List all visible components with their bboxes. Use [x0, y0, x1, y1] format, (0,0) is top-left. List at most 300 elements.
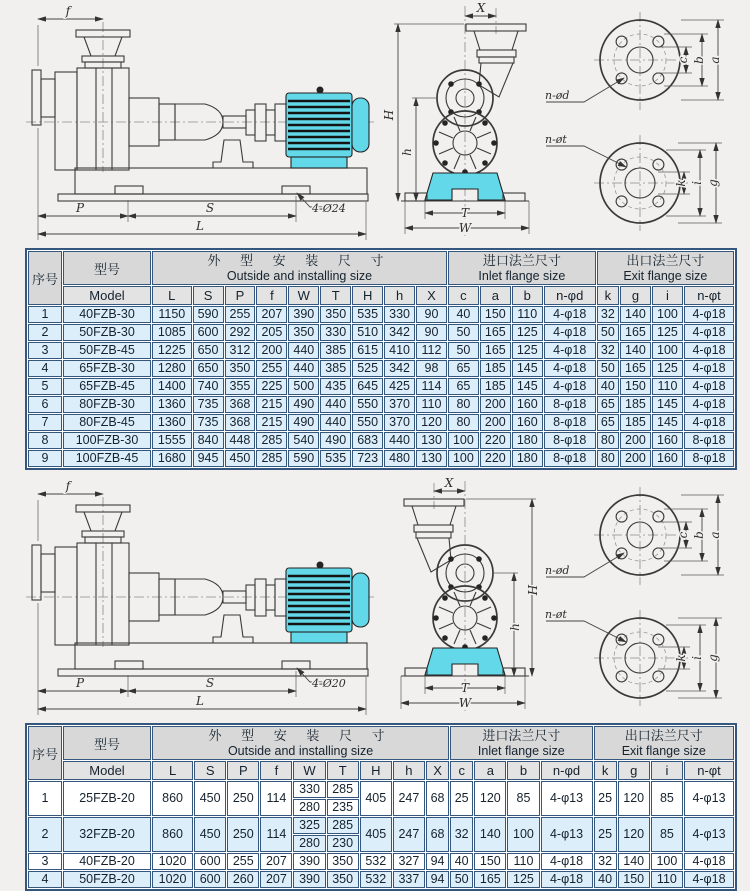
col-header-model-en: Model	[63, 761, 151, 780]
dim-label-a: a	[708, 56, 722, 64]
table-cell: 490	[320, 432, 351, 449]
table-cell: 8-φ18	[544, 450, 596, 467]
table-cell: 337	[393, 871, 425, 888]
table-cell: 65FZB-30	[63, 360, 151, 377]
table-cell: 85	[651, 817, 683, 852]
table-cell: 207	[256, 306, 287, 323]
dim-label-s: S	[205, 201, 215, 215]
table-cell: 205	[256, 324, 287, 341]
table-cell: 80FZB-30	[63, 396, 151, 413]
table-cell: 32	[450, 817, 473, 852]
table-cell: 110	[507, 853, 539, 870]
table-cell: 440	[288, 342, 319, 359]
table-cell: 220	[480, 450, 511, 467]
dim-label-c: c	[676, 56, 690, 64]
table-cell: 5	[28, 378, 62, 395]
table-cell: 25	[594, 817, 617, 852]
table-cell: 110	[416, 396, 447, 413]
table-cell: 200	[480, 414, 511, 431]
table-cell: 600	[193, 324, 224, 341]
table-cell: 140	[620, 306, 651, 323]
col-header-g: g	[620, 286, 651, 305]
group-header-exit	[594, 726, 734, 760]
table-cell: 40	[597, 378, 619, 395]
table-cell: 80	[448, 414, 479, 431]
table-cell: 285	[256, 432, 287, 449]
table-cell: 165	[620, 360, 651, 377]
table-cell: 25	[450, 781, 473, 816]
dim-label-h: h	[508, 623, 522, 631]
dim-label-H: H	[526, 584, 540, 596]
dim-label-b: b	[692, 56, 706, 64]
group-header-exit-zh: 出口法兰尺寸	[624, 728, 703, 743]
table-cell: 160	[652, 432, 683, 449]
table-cell: 114	[260, 781, 292, 816]
table-cell: 90	[416, 306, 447, 323]
table-cell: 550	[352, 414, 383, 431]
table-cell: 4-φ18	[544, 342, 596, 359]
table-cell: 385	[320, 342, 351, 359]
col-header-i: i	[652, 286, 683, 305]
table-cell: 8-φ18	[544, 396, 596, 413]
col-header-S: S	[193, 286, 224, 305]
table-cell: 32FZB-20	[63, 817, 151, 852]
table-cell: 1150	[152, 306, 192, 323]
dim-label-t: T	[460, 206, 470, 220]
table-row	[28, 396, 734, 413]
table-cell: 160	[512, 396, 543, 413]
table-cell: 550	[352, 396, 383, 413]
table-cell: 100	[652, 306, 683, 323]
table-cell: 8-φ18	[544, 432, 596, 449]
dim-label-w: W	[458, 221, 472, 235]
col-header-n-φd: n-φd	[541, 761, 593, 780]
col-header-h: h	[393, 761, 425, 780]
table-cell: 350	[288, 324, 319, 341]
table-cell: 65	[597, 414, 619, 431]
table-cell: 150	[474, 853, 506, 870]
table-cell: 200	[256, 342, 287, 359]
table-cell: 165	[620, 324, 651, 341]
table-cell: 683	[352, 432, 383, 449]
col-header-H: H	[360, 761, 392, 780]
dim-label-p: P	[75, 676, 85, 690]
table-cell: 355	[225, 378, 256, 395]
bolt-count-label-nt: n-øt	[545, 608, 567, 621]
table-cell: 330	[320, 324, 351, 341]
col-header-c: c	[450, 761, 473, 780]
table-cell: 510	[352, 324, 383, 341]
table-cell: 4-φ18	[544, 324, 596, 341]
table-cell: 40	[448, 306, 479, 323]
group-header-inlet-zh: 进口法兰尺寸	[482, 728, 561, 743]
table-row	[28, 432, 734, 449]
table-cell: 90	[416, 324, 447, 341]
bolt-count-label-nd: n-ød	[545, 89, 570, 102]
table-cell: 94	[426, 871, 449, 888]
table-cell: 425	[384, 378, 415, 395]
table-cell: 40	[594, 871, 617, 888]
table-cell: 4-φ18	[684, 414, 734, 431]
table-cell: 435	[320, 378, 351, 395]
col-header-n-φt: n-φt	[684, 761, 734, 780]
table-cell: 150	[618, 871, 650, 888]
dim-label-w: W	[458, 696, 472, 710]
table-cell: 535	[352, 306, 383, 323]
table-cell: 4-φ18	[544, 378, 596, 395]
table-cell: 50	[448, 324, 479, 341]
table-cell: 840	[193, 432, 224, 449]
table-row	[28, 378, 734, 395]
table-cell: 4-φ18	[684, 306, 734, 323]
dim-label-g: g	[706, 179, 720, 187]
table-row	[28, 781, 734, 798]
table-cell: 8-φ18	[684, 432, 734, 449]
table-cell: 125	[652, 324, 683, 341]
table-cell: 390	[293, 853, 325, 870]
col-header-k: k	[597, 286, 619, 305]
table-cell: 250	[227, 781, 259, 816]
table-cell: 405	[360, 817, 392, 852]
col-header-P: P	[225, 286, 256, 305]
table-cell: 4-φ13	[684, 817, 734, 852]
col-header-k: k	[594, 761, 617, 780]
table-cell: 368	[225, 414, 256, 431]
bolt-hole-label: 4-Ø24	[312, 202, 346, 215]
table-cell: 285	[327, 781, 359, 798]
table-cell: 180	[512, 432, 543, 449]
table-cell: 330	[384, 306, 415, 323]
dim-label-x: X	[444, 476, 454, 490]
table-body	[28, 306, 734, 467]
table-cell: 450	[194, 781, 226, 816]
col-header-a: a	[474, 761, 506, 780]
table-cell: 165	[480, 342, 511, 359]
table-cell: 1680	[152, 450, 192, 467]
spec-table-1	[25, 248, 737, 470]
table-cell: 390	[288, 306, 319, 323]
col-header-f: f	[260, 761, 292, 780]
col-header-model-zh: 型号	[63, 726, 151, 760]
table-cell: 85	[507, 781, 539, 816]
spec-table-2-wrapper	[25, 723, 737, 891]
table-cell: 4-φ18	[684, 871, 734, 888]
dim-label-a: a	[708, 531, 722, 539]
table-cell: 285	[327, 817, 359, 834]
table-cell: 130	[416, 432, 447, 449]
table-cell: 100FZB-30	[63, 432, 151, 449]
table-cell: 1	[28, 306, 62, 323]
pump-drawing-1	[0, 0, 750, 246]
table-cell: 532	[360, 871, 392, 888]
group-header-outside-zh: 外 型 安 装 尺 寸	[208, 728, 393, 743]
table-cell: 150	[480, 306, 511, 323]
group-header-outside-en: Outside and installing size	[226, 269, 373, 283]
table-cell: 32	[594, 853, 617, 870]
group-header-outside	[152, 251, 447, 285]
table-head	[28, 726, 734, 780]
table-cell: 448	[225, 432, 256, 449]
table-cell: 650	[193, 342, 224, 359]
spec-table-2	[25, 723, 737, 891]
table-cell: 342	[384, 360, 415, 377]
table-cell: 65FZB-45	[63, 378, 151, 395]
table-row	[28, 414, 734, 431]
bolt-count-label-nd: n-ød	[545, 564, 570, 577]
table-cell: 285	[256, 450, 287, 467]
table-row	[28, 853, 734, 870]
table-cell: 1280	[152, 360, 192, 377]
group-header-outside	[152, 726, 449, 760]
table-cell: 100FZB-45	[63, 450, 151, 467]
dim-label-b: b	[692, 531, 706, 539]
table-cell: 600	[194, 871, 226, 888]
col-header-W: W	[293, 761, 325, 780]
col-header-h: h	[384, 286, 415, 305]
table-cell: 98	[416, 360, 447, 377]
table-cell: 7	[28, 414, 62, 431]
table-cell: 292	[225, 324, 256, 341]
table-cell: 600	[194, 853, 226, 870]
dim-label-l: L	[196, 219, 204, 233]
table-cell: 230	[327, 835, 359, 852]
table-cell: 4-φ13	[541, 817, 593, 852]
table-cell: 525	[352, 360, 383, 377]
table-cell: 255	[256, 360, 287, 377]
table-cell: 280	[293, 799, 325, 816]
table-cell: 65	[448, 360, 479, 377]
table-cell: 145	[652, 396, 683, 413]
table-cell: 1555	[152, 432, 192, 449]
col-header-S: S	[194, 761, 226, 780]
table-body	[28, 781, 734, 888]
table-cell: 350	[327, 871, 359, 888]
table-row	[28, 324, 734, 341]
table-cell: 185	[620, 414, 651, 431]
dim-label-g: g	[706, 654, 720, 662]
table-cell: 247	[393, 817, 425, 852]
table-cell: 110	[652, 378, 683, 395]
table-cell: 94	[426, 853, 449, 870]
table-cell: 110	[651, 871, 683, 888]
table-cell: 532	[360, 853, 392, 870]
table-cell: 185	[620, 396, 651, 413]
table-cell: 25FZB-20	[63, 781, 151, 816]
table-cell: 280	[293, 835, 325, 852]
table-cell: 4-φ13	[684, 781, 734, 816]
table-cell: 4-φ18	[541, 853, 593, 870]
table-cell: 1360	[152, 414, 192, 431]
col-header-c: c	[448, 286, 479, 305]
table-cell: 740	[193, 378, 224, 395]
table-cell: 160	[652, 450, 683, 467]
table-cell: 1085	[152, 324, 192, 341]
table-cell: 590	[288, 450, 319, 467]
group-header-inlet-zh: 进口法兰尺寸	[482, 253, 561, 268]
table-cell: 4-φ18	[684, 342, 734, 359]
table-cell: 160	[512, 414, 543, 431]
table-row	[28, 360, 734, 377]
table-cell: 32	[597, 342, 619, 359]
table-cell: 4-φ18	[544, 360, 596, 377]
group-header-inlet-en: Inlet flange size	[477, 744, 565, 758]
group-header-outside-en: Outside and installing size	[227, 744, 374, 758]
table-cell: 350	[225, 360, 256, 377]
dim-label-H: H	[382, 109, 396, 121]
table-cell: 140	[620, 342, 651, 359]
table-cell: 2	[28, 817, 62, 852]
table-cell: 40FZB-30	[63, 306, 151, 323]
col-header-W: W	[288, 286, 319, 305]
table-cell: 80	[448, 396, 479, 413]
table-cell: 4	[28, 871, 62, 888]
table-cell: 1400	[152, 378, 192, 395]
group-header-exit-zh: 出口法兰尺寸	[626, 253, 705, 268]
table-cell: 165	[474, 871, 506, 888]
table-cell: 112	[416, 342, 447, 359]
table-cell: 215	[256, 396, 287, 413]
table-cell: 350	[327, 853, 359, 870]
table-cell: 4-φ18	[684, 360, 734, 377]
table-cell: 342	[384, 324, 415, 341]
group-header-exit-en: Exit flange size	[623, 269, 708, 283]
table-cell: 1020	[152, 871, 193, 888]
table-cell: 65	[448, 378, 479, 395]
table-cell: 860	[152, 781, 193, 816]
table-cell: 120	[618, 817, 650, 852]
table-cell: 440	[320, 396, 351, 413]
table-cell: 207	[260, 871, 292, 888]
spec-table-1-wrapper	[25, 248, 737, 470]
table-cell: 4-φ18	[541, 871, 593, 888]
table-cell: 3	[28, 342, 62, 359]
table-cell: 350	[320, 306, 351, 323]
table-cell: 247	[393, 781, 425, 816]
dim-label-t: T	[460, 681, 470, 695]
table-cell: 50FZB-20	[63, 871, 151, 888]
table-cell: 4-φ18	[684, 853, 734, 870]
col-header-no: 序号	[28, 726, 62, 780]
col-header-X: X	[426, 761, 449, 780]
col-header-b: b	[507, 761, 539, 780]
table-cell: 150	[620, 378, 651, 395]
table-cell: 125	[512, 342, 543, 359]
table-cell: 50FZB-45	[63, 342, 151, 359]
table-cell: 615	[352, 342, 383, 359]
table-cell: 50	[450, 871, 473, 888]
dim-label-f: f	[65, 4, 71, 18]
table-cell: 735	[193, 414, 224, 431]
table-cell: 200	[480, 396, 511, 413]
table-cell: 4-φ18	[684, 324, 734, 341]
table-cell: 440	[384, 432, 415, 449]
dim-label-l: L	[196, 694, 204, 708]
col-header-no: 序号	[28, 251, 62, 305]
table-cell: 100	[448, 432, 479, 449]
dim-label-h: h	[400, 148, 414, 156]
table-cell: 3	[28, 853, 62, 870]
table-cell: 370	[384, 414, 415, 431]
table-cell: 180	[512, 450, 543, 467]
col-header-X: X	[416, 286, 447, 305]
table-row	[28, 342, 734, 359]
dim-label-f: f	[65, 479, 71, 493]
dim-label-p: P	[75, 201, 85, 215]
table-cell: 723	[352, 450, 383, 467]
table-cell: 255	[225, 306, 256, 323]
table-cell: 145	[512, 360, 543, 377]
group-header-inlet	[450, 726, 592, 760]
col-header-f: f	[256, 286, 287, 305]
pump-drawing-2	[0, 475, 750, 721]
col-header-P: P	[227, 761, 259, 780]
table-cell: 735	[193, 396, 224, 413]
table-cell: 114	[416, 378, 447, 395]
table-cell: 32	[597, 306, 619, 323]
dim-label-i: i	[690, 181, 704, 185]
dim-label-s: S	[205, 676, 215, 690]
table-cell: 405	[360, 781, 392, 816]
table-cell: 1360	[152, 396, 192, 413]
table-cell: 50	[448, 342, 479, 359]
table-cell: 4	[28, 360, 62, 377]
group-header-exit	[597, 251, 734, 285]
col-header-L: L	[152, 286, 192, 305]
table-cell: 368	[225, 396, 256, 413]
table-cell: 80FZB-45	[63, 414, 151, 431]
col-header-L: L	[152, 761, 193, 780]
table-cell: 450	[194, 817, 226, 852]
table-cell: 4-φ13	[541, 781, 593, 816]
bolt-count-label-nt: n-øt	[545, 133, 567, 146]
table-cell: 200	[620, 432, 651, 449]
col-header-b: b	[512, 286, 543, 305]
table-cell: 85	[651, 781, 683, 816]
table-cell: 120	[474, 781, 506, 816]
table-cell: 370	[384, 396, 415, 413]
table-cell: 207	[260, 853, 292, 870]
table-cell: 100	[651, 853, 683, 870]
table-cell: 25	[594, 781, 617, 816]
table-cell: 80	[597, 432, 619, 449]
table-cell: 200	[620, 450, 651, 467]
table-cell: 535	[320, 450, 351, 467]
table-cell: 125	[512, 324, 543, 341]
table-cell: 8	[28, 432, 62, 449]
col-header-n-φt: n-φt	[684, 286, 734, 305]
table-cell: 40	[450, 853, 473, 870]
table-cell: 114	[260, 817, 292, 852]
table-cell: 220	[480, 432, 511, 449]
table-cell: 325	[293, 817, 325, 834]
table-cell: 390	[293, 871, 325, 888]
table-cell: 330	[293, 781, 325, 798]
table-cell: 100	[448, 450, 479, 467]
table-cell: 645	[352, 378, 383, 395]
table-cell: 6	[28, 396, 62, 413]
table-cell: 110	[512, 306, 543, 323]
col-header-T: T	[320, 286, 351, 305]
table-cell: 68	[426, 817, 449, 852]
table-cell: 1225	[152, 342, 192, 359]
table-cell: 312	[225, 342, 256, 359]
table-cell: 145	[652, 414, 683, 431]
table-cell: 145	[512, 378, 543, 395]
group-header-inlet-en: Inlet flange size	[478, 269, 566, 283]
col-header-g: g	[618, 761, 650, 780]
table-cell: 40FZB-20	[63, 853, 151, 870]
table-cell: 500	[288, 378, 319, 395]
